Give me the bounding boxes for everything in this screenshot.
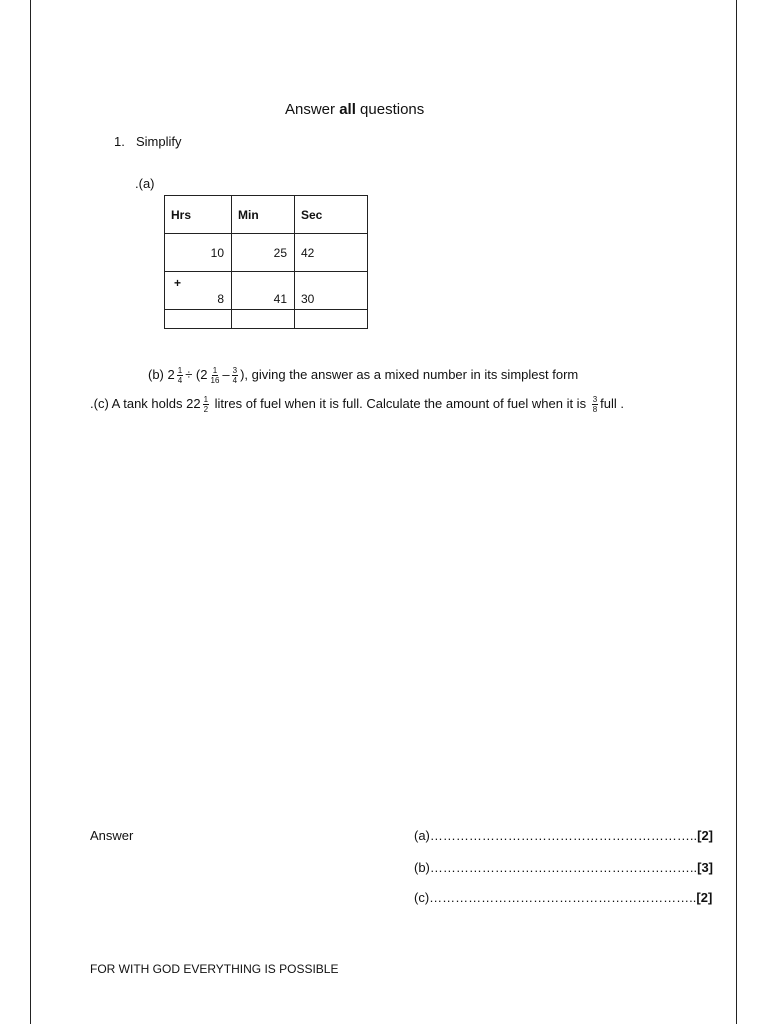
fraction: $\frac{1}{16}$ bbox=[210, 366, 220, 385]
answer-line-b: (b)……………………………………………………..[3] bbox=[414, 860, 714, 875]
answer-line-a: (a)……………………………………………………..[2] bbox=[414, 828, 714, 843]
footer-motto: FOR WITH GOD EVERYTHING IS POSSIBLE bbox=[90, 962, 339, 976]
row2-min: 41 bbox=[232, 272, 295, 310]
fraction: $\frac{3}{8}$ bbox=[592, 395, 598, 414]
header-min: Min bbox=[232, 196, 295, 234]
answer-line-c: (c)……………………………………………………..[2] bbox=[414, 890, 713, 905]
plus-sign: + bbox=[174, 276, 182, 290]
page-heading: Answer all questions bbox=[285, 101, 425, 118]
fraction: $\frac{1}{4}$ bbox=[177, 366, 183, 385]
row1-hrs: 10 bbox=[165, 234, 232, 272]
row2-sec: 30 bbox=[295, 272, 368, 310]
row1-min: 25 bbox=[232, 234, 295, 272]
answer-cell-min bbox=[232, 310, 295, 329]
row2-hrs: + 8 bbox=[165, 272, 232, 310]
marks-b: [3] bbox=[697, 860, 714, 875]
fraction: $\frac{3}{4}$ bbox=[232, 366, 238, 385]
answer-cell-hrs bbox=[165, 310, 232, 329]
question-1 bbox=[114, 134, 182, 149]
fraction: $\frac{1}{2}$ bbox=[203, 395, 209, 414]
part-a-label: .(a) bbox=[135, 176, 155, 191]
answer-cell-sec bbox=[295, 310, 368, 329]
time-addition-table bbox=[164, 195, 368, 329]
marks-a: [2] bbox=[697, 828, 714, 843]
question-number: 1. bbox=[114, 134, 125, 149]
heading-bold-word: all bbox=[339, 101, 356, 118]
answer-label: Answer bbox=[90, 828, 134, 843]
header-sec: Sec bbox=[295, 196, 368, 234]
part-b: (b) 2 $\frac{1}{4}$ ÷ (2 $\frac{1}{16}$ – $\frac{3}{4}$ ), giving the answer as a mixed number in its simplest form bbox=[148, 366, 579, 385]
question-instruction: Simplify bbox=[136, 134, 182, 149]
part-c: .(c) A tank holds 22 $\frac{1}{2}$ litres of fuel when it is full. Calculate the amount of fuel when it is $\frac{3}{8}$ full . bbox=[90, 395, 624, 414]
header-hrs: Hrs bbox=[165, 196, 232, 234]
marks-c: [2] bbox=[696, 890, 713, 905]
row1-sec: 42 bbox=[295, 234, 368, 272]
